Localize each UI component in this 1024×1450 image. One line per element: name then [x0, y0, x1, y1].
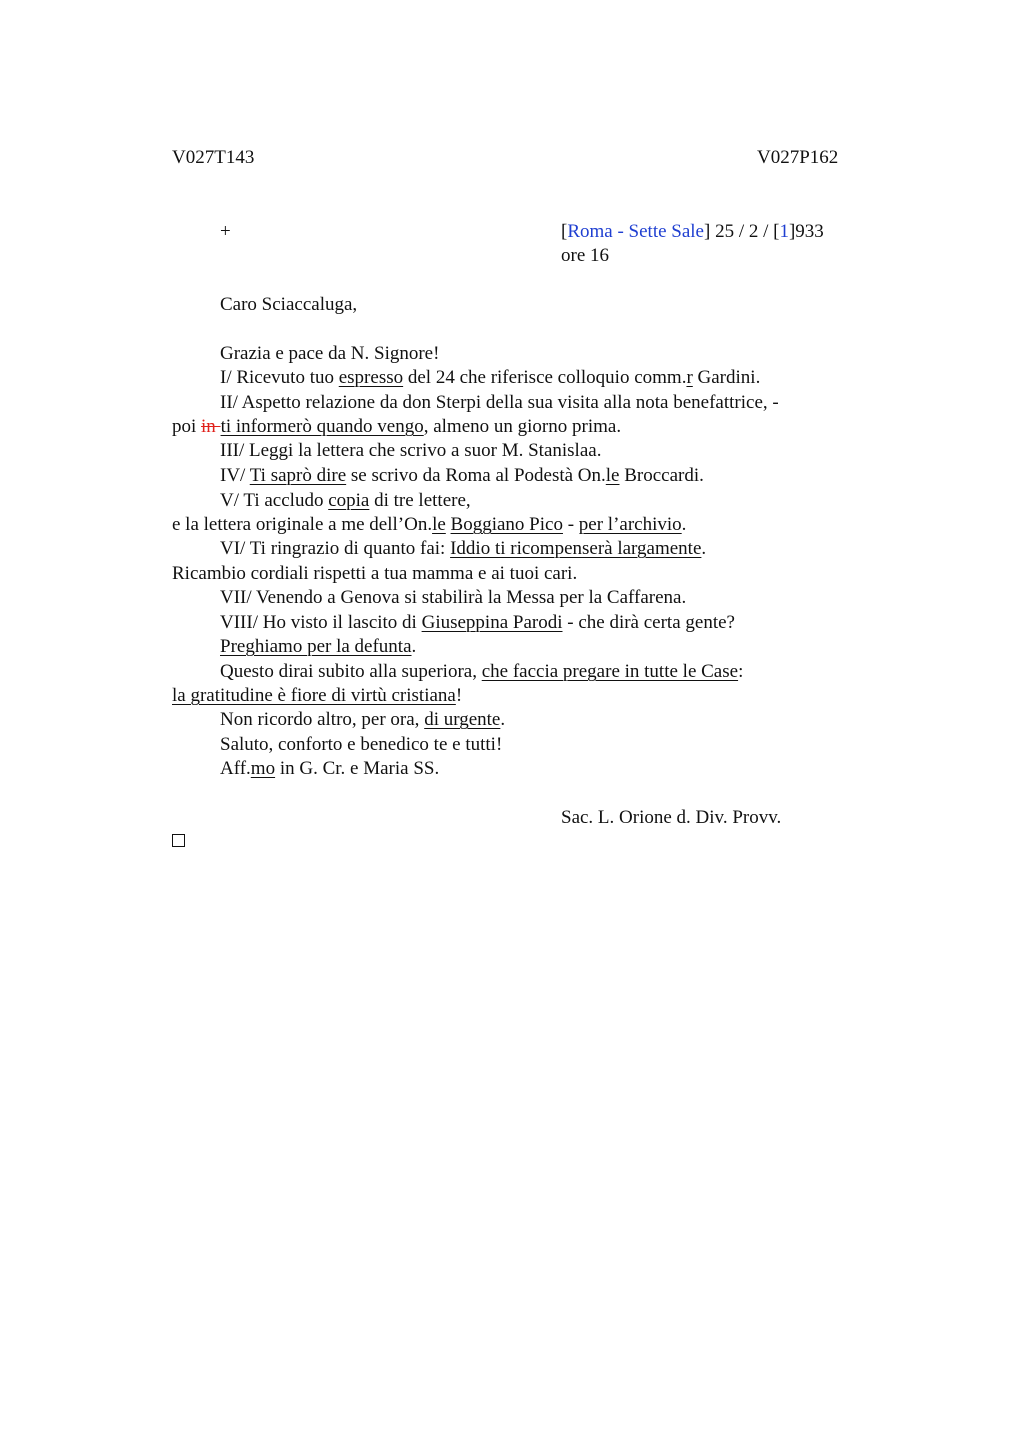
- line-greeting-close: Saluto, conforto e benedico te e tutti!: [220, 734, 503, 755]
- dateline: [561, 220, 824, 244]
- line-point-5-cont: e la lettera originale a me dell’On.le Boggiano Pico - per l’archivio.: [172, 514, 687, 535]
- salutation: Caro Sciaccaluga,: [220, 294, 358, 315]
- line-prayer: Preghiamo per la defunta.: [220, 636, 417, 657]
- end-square-icon: [172, 834, 185, 847]
- line-closing: Aff.mo in G. Cr. e Maria SS.: [220, 758, 440, 779]
- line-point-6: VI/ Ti ringrazio di quanto fai: Iddio ti ricompenserà largamente.: [220, 538, 707, 559]
- line-point-4: IV/ Ti saprò dire se scrivo da Roma al Podestà On.le Broccardi.: [220, 465, 704, 486]
- bracket-open: [: [561, 221, 568, 242]
- line-point-3: III/ Leggi la lettera che scrivo a suor M. Stanislaa.: [220, 440, 602, 461]
- document-code-right: V027P162: [757, 147, 839, 168]
- line-superior: Questo dirai subito alla superiora, che faccia pregare in tutte le Case:: [220, 661, 744, 682]
- year-digit: 1: [779, 221, 789, 242]
- line-point-8: VIII/ Ho visto il lascito di Giuseppina Parodi - che dirà certa gente?: [220, 612, 735, 633]
- bracket-close-2: ]: [788, 221, 796, 242]
- line-point-6-cont: Ricambio cordiali rispetti a tua mamma e ai tuoi cari.: [172, 563, 578, 584]
- line-greeting: Grazia e pace da N. Signore!: [220, 343, 440, 364]
- line-point-2: II/ Aspetto relazione da don Sterpi della sua visita alla nota benefattrice, -: [220, 392, 779, 413]
- year-rest: 933: [795, 221, 824, 242]
- line-point-1: I/ Ricevuto tuo espresso del 24 che riferisce colloquio comm.r Gardini.: [220, 367, 761, 388]
- document-code-left: V027T143: [172, 147, 255, 168]
- cross-mark: +: [220, 221, 231, 242]
- line-point-2-cont: poi in ti informerò quando vengo, almeno un giorno prima.: [172, 416, 622, 437]
- deleted-word: in: [201, 416, 221, 437]
- line-point-5: V/ Ti accludo copia di tre lettere,: [220, 490, 471, 511]
- line-gratitude: la gratitudine è fiore di virtù cristiana!: [172, 685, 463, 706]
- line-point-7: VII/ Venendo a Genova si stabilirà la Messa per la Caffarena.: [220, 587, 687, 608]
- place-name: Roma - Sette Sale: [567, 221, 704, 242]
- signature: Sac. L. Orione d. Div. Provv.: [561, 807, 782, 828]
- time-line: ore 16: [561, 245, 610, 266]
- bracket-close: ]: [704, 221, 711, 242]
- line-nothing-else: Non ricordo altro, per ora, di urgente.: [220, 709, 506, 730]
- date-text: 25 / 2 / [: [710, 221, 780, 242]
